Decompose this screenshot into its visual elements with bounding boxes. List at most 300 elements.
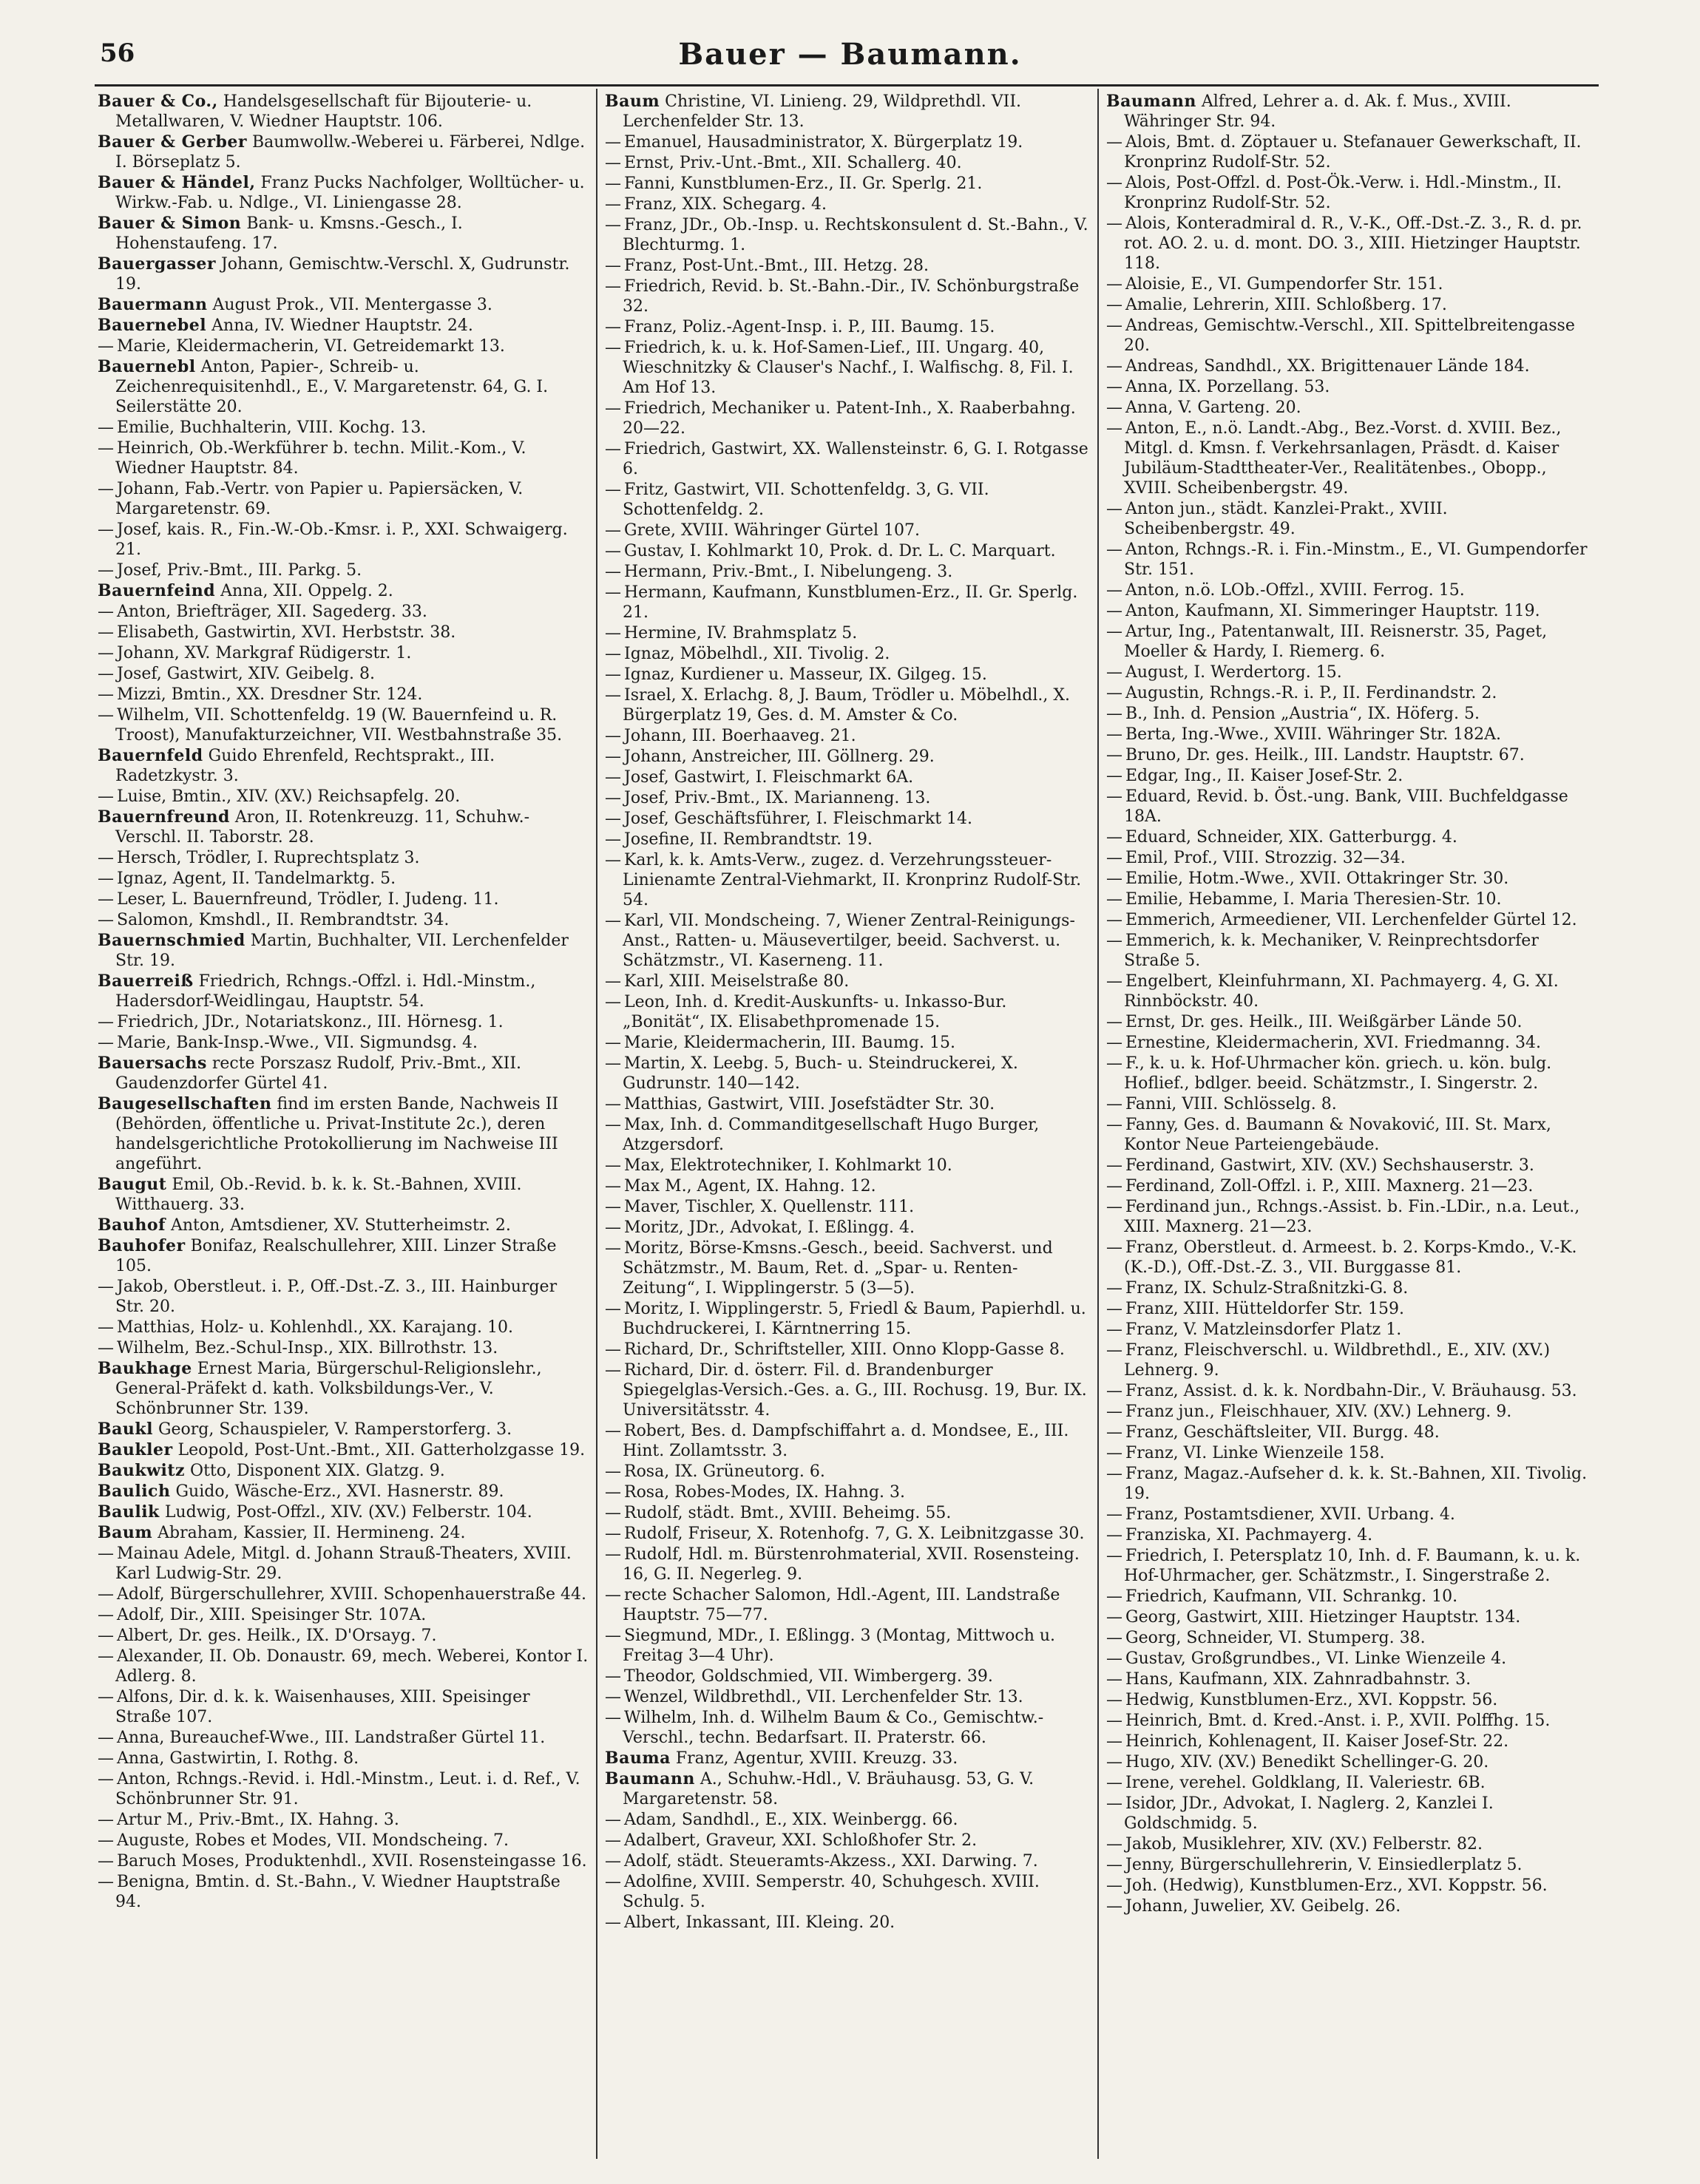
directory-entry (1106, 848, 1591, 868)
entry-text: Moritz, I. Wipplingerstr. 5, Friedl & Baum, Papierhdl. u. Buchdruckerei, I. Kärntnerring 15. (623, 1300, 1086, 1338)
directory-entry (98, 520, 589, 560)
entry-text: Alexander, II. Ob. Donaustr. 69, mech. Weberei, Kontor I. Adlerg. 8. (115, 1647, 589, 1686)
entry-text: Guido, Wäsche-Erz., XVI. Hasnerstr. 89. (175, 1482, 504, 1501)
entry-text: Hersch, Trödler, I. Ruprechtsplatz 3. (117, 849, 420, 867)
entry-dash: — (98, 644, 114, 662)
directory-entry (605, 1176, 1090, 1196)
entry-dash: — (605, 1218, 621, 1237)
entry-dash: — (1106, 705, 1122, 723)
entry-dash: — (605, 1586, 621, 1604)
directory-entry (98, 173, 589, 213)
entry-dash: — (1106, 1382, 1122, 1400)
entry-dash: — (605, 1462, 621, 1481)
entry-text: Heinrich, Kohlenagent, II. Kaiser Josef-Str. 22. (1125, 1732, 1509, 1751)
entry-text: Otto, Disponent XIX. Glatzg. 9. (190, 1462, 445, 1480)
directory-entry (605, 399, 1090, 438)
entry-text: Matthias, Gastwirt, VIII. Josefstädter Str. 30. (624, 1095, 995, 1113)
directory-entry (98, 479, 589, 519)
entry-dash: — (1106, 1300, 1122, 1318)
entry-text: Rudolf, städt. Bmt., XVIII. Beheimg. 55. (624, 1504, 952, 1522)
directory-entry (1106, 214, 1591, 274)
entry-text: Engelbert, Kleinfuhrmann, XI. Pachmayerg. 4, G. XI. Rinnböckstr. 40. (1124, 972, 1559, 1011)
entry-text: Max, Elektrotechniker, I. Kohlmarkt 10. (624, 1156, 952, 1175)
directory-entry (98, 971, 589, 1011)
entry-text: Friedrich, Kaufmann, VII. Schrankg. 10. (1125, 1587, 1458, 1606)
entry-dash: — (98, 1647, 114, 1666)
directory-entry (605, 911, 1090, 971)
entry-text: Alfred, Lehrer a. d. Ak. f. Mus., XVIII. Währinger Str. 94. (1124, 92, 1511, 131)
entry-surname: Baumann (605, 1769, 695, 1788)
entry-text: recte Porszasz Rudolf, Priv.-Bmt., XII. Gaudenzdorfer Gürtel 41. (115, 1054, 522, 1093)
directory-entry (1106, 1773, 1591, 1793)
column-middle (596, 89, 1097, 2159)
entry-text: Irene, verehel. Goldklang, II. Valeriestr. 6B. (1125, 1774, 1486, 1792)
entry-dash: — (605, 1054, 621, 1073)
entry-dash: — (1106, 1403, 1122, 1421)
entry-text: Alois, Post-Offzl. d. Post-Ök.-Verw. i. Hdl.-Minstm., II. Kronprinz Rudolf-Str. 52. (1124, 174, 1562, 212)
directory-entry (98, 1420, 589, 1439)
directory-entry (98, 1810, 589, 1830)
entry-dash: — (1106, 419, 1122, 438)
directory-entry (98, 336, 589, 356)
entry-dash: — (98, 603, 114, 621)
entry-surname: Baukhage (98, 1359, 192, 1378)
directory-entry (98, 685, 589, 705)
entry-dash: — (605, 440, 621, 458)
entry-dash: — (98, 869, 114, 888)
entry-text: Hugo, XIV. (XV.) Benedikt Schellinger-G. 20. (1125, 1753, 1489, 1771)
entry-text: find im ersten Bande, Nachweis II (Behörden, öffentliche u. Privat-Institute 2c.), deren handelsgerichtliche Protokollierung im Nachweise III angeführt. (115, 1095, 559, 1173)
directory-entry (98, 295, 589, 315)
entry-surname: Bauersachs (98, 1054, 207, 1073)
entry-dash: — (605, 1667, 621, 1686)
directory-entry (605, 623, 1090, 643)
directory-entry (1106, 540, 1591, 580)
entry-text: Ernest Maria, Bürgerschul-Religionslehr., General-Präfekt d. kath. Volksbildungs-Ver., V. Schönbrunner Str. 139. (115, 1360, 542, 1418)
directory-entry (1106, 1628, 1591, 1648)
entry-text: Anna, XII. Oppelg. 2. (220, 582, 393, 600)
directory-entry (98, 1523, 589, 1543)
directory-entry (605, 1054, 1090, 1093)
directory-entry (98, 92, 589, 132)
entry-text: Josef, Gastwirt, I. Fleischmarkt 6A. (624, 768, 914, 787)
entry-text: Rosa, Robes-Modes, IX. Hahng. 3. (624, 1483, 906, 1502)
entry-surname: Bauermann (98, 295, 208, 314)
entry-dash: — (98, 520, 114, 539)
entry-text: Benigna, Bmtin. d. St.-Bahn., V. Wiedner Hauptstraße 94. (115, 1873, 561, 1911)
entry-text: Franz, VI. Linke Wienzeile 158. (1125, 1444, 1385, 1462)
entry-text: Andreas, Sandhdl., XX. Brigittenauer Lände 184. (1125, 357, 1530, 376)
entry-text: Albert, Dr. ges. Heilk., IX. D'Orsayg. 7. (117, 1627, 437, 1645)
entry-text: Franz, Poliz.-Agent-Insp. i. P., III. Baumg. 15. (624, 318, 995, 336)
directory-entry (98, 1749, 589, 1768)
entry-text: Ernst, Priv.-Unt.-Bmt., XII. Schallerg. 40. (624, 154, 962, 172)
directory-entry (98, 1605, 589, 1625)
directory-entry (1106, 295, 1591, 315)
entry-text: Anton, E., n.ö. Landt.-Abg., Bez.-Vorst. d. XVIII. Bez., Mitgl. d. Kmsn. f. Verkehrsanlagen, Präsdt. d. Kaiser Jubiläum-Stadttheater-Ver., Realitätenbes., Obopp., XVIII. Scheibenbergstr. 49. (1124, 419, 1562, 498)
entry-text: Franz, JDr., Ob.-Insp. u. Rechtskonsulent d. St.-Bahn., V. Blechturmg. 1. (623, 216, 1088, 254)
entry-dash: — (1106, 1341, 1122, 1360)
directory-entry (605, 256, 1090, 276)
directory-entry (605, 1544, 1090, 1584)
entry-text: Christine, VI. Linieng. 29, Wildprethdl. VII. Lerchenfelder Str. 13. (623, 92, 1022, 131)
entry-dash: — (605, 399, 621, 418)
directory-entry (605, 480, 1090, 520)
entry-dash: — (1106, 1198, 1122, 1216)
entry-text: Franz, Oberstleut. d. Armeest. b. 2. Korps-Kmdo., V.-K. (K.-D.), Off.-Dst.-Z. 3., VII. Burggasse 81. (1124, 1238, 1577, 1277)
directory-entry (605, 194, 1090, 214)
entry-dash: — (605, 1340, 621, 1359)
entry-text: Siegmund, MDr., I. Eßlingg. 3 (Montag, Mittwoch u. Freitag 3—4 Uhr). (623, 1627, 1056, 1665)
entry-text: Franz, Postamtsdiener, XVII. Urbang. 4. (1125, 1505, 1455, 1524)
directory-entry (1106, 499, 1591, 539)
entry-dash: — (605, 851, 621, 869)
entry-text: Friedrich, JDr., Notariatskonz., III. Hörnesg. 1. (117, 1013, 504, 1031)
directory-entry (98, 132, 589, 172)
entry-dash: — (1106, 787, 1122, 806)
directory-entry (1106, 1156, 1591, 1176)
directory-entry (605, 317, 1090, 337)
directory-entry (605, 830, 1090, 849)
entry-dash: — (1106, 214, 1122, 233)
entry-text: Grete, XVIII. Währinger Gürtel 107. (624, 521, 921, 540)
entry-text: Leon, Inh. d. Kredit-Auskunfts- u. Inkasso-Bur. „Bonität“, IX. Elisabethpromenade 15. (623, 993, 1007, 1031)
entry-text: Jakob, Oberstleut. i. P., Off.-Dst.-Z. 3., III. Hainburger Str. 20. (115, 1278, 558, 1316)
entry-text: Moritz, JDr., Advokat, I. Eßlingg. 4. (624, 1218, 915, 1237)
directory-entry (605, 583, 1090, 623)
entry-dash: — (605, 1198, 621, 1216)
directory-entry (605, 1462, 1090, 1482)
entry-dash: — (605, 277, 621, 296)
entry-dash: — (605, 789, 621, 807)
entry-text: Franz, XIX. Schegarg. 4. (624, 195, 827, 214)
directory-entry (98, 1094, 589, 1174)
entry-text: Anton, Briefträger, XII. Sagederg. 33. (117, 603, 427, 621)
directory-entry (1106, 1278, 1591, 1298)
directory-entry (98, 560, 589, 580)
directory-entry (605, 132, 1090, 152)
entry-text: Adolfine, XVIII. Semperstr. 40, Schuhgesch. XVIII. Schulg. 5. (623, 1873, 1040, 1911)
directory-entry (98, 1851, 589, 1871)
entry-dash: — (98, 1770, 114, 1788)
entry-surname: Bauhofer (98, 1236, 186, 1255)
entry-text: Heinrich, Ob.-Werkführer b. techn. Milit.-Kom., V. Wiedner Hauptstr. 84. (115, 439, 526, 478)
directory-entry (1106, 1033, 1591, 1053)
entry-text: Anton jun., städt. Kanzlei-Prakt., XVIII. Scheibenbergstr. 49. (1124, 500, 1448, 538)
entry-text: Anna, Gastwirtin, I. Rothg. 8. (117, 1749, 359, 1768)
entry-text: Friedrich, I. Petersplatz 10, Inh. d. F. Baumann, k. u. k. Hof-Uhrmacher, ger. Schätzmstr., I. Singerstraße 2. (1124, 1547, 1581, 1585)
directory-entry (1106, 725, 1591, 745)
directory-entry (98, 1440, 589, 1460)
directory-entry (98, 254, 589, 294)
entry-text: Guido Ehrenfeld, Rechtsprakt., III. Radetzkystr. 3. (115, 747, 495, 785)
entry-text: Franz, Geschäftsleiter, VII. Burgg. 48. (1125, 1423, 1440, 1442)
directory-entry (605, 1626, 1090, 1666)
directory-entry (1106, 1834, 1591, 1854)
entry-text: Josefine, II. Rembrandtstr. 19. (624, 830, 873, 849)
entry-text: Aloisie, E., VI. Gumpendorfer Str. 151. (1125, 275, 1443, 294)
entry-text: Eduard, Revid. b. Öst.-ung. Bank, VIII. Buchfeldgasse 18A. (1124, 787, 1568, 826)
entry-text: Robert, Bes. d. Dampfschiffahrt a. d. Mondsee, E., III. Hint. Zollamtsstr. 3. (623, 1422, 1069, 1460)
entry-text: Berta, Ing.-Wwe., XVIII. Währinger Str. 182A. (1125, 725, 1502, 744)
entry-dash: — (1106, 1794, 1122, 1813)
entry-dash: — (605, 154, 621, 172)
entry-dash: — (1106, 1054, 1122, 1073)
directory-entry (1106, 827, 1591, 847)
entry-dash: — (605, 339, 621, 357)
directory-entry (605, 767, 1090, 787)
entry-text: Franz, Magaz.-Aufseher d. k. k. St.-Bahnen, XII. Tivolig. 19. (1124, 1465, 1588, 1503)
entry-surname: Bauernfeld (98, 746, 203, 765)
directory-entry (98, 1647, 589, 1686)
directory-entry (605, 277, 1090, 316)
directory-entry (98, 1175, 589, 1215)
directory-entry (605, 1033, 1090, 1053)
entry-text: Salomon, Kmshdl., II. Rembrandtstr. 34. (117, 911, 450, 929)
directory-entry (1106, 1402, 1591, 1422)
directory-entry (605, 1666, 1090, 1686)
entry-dash: — (605, 216, 621, 234)
entry-dash: — (605, 768, 621, 787)
entry-text: Gustav, I. Kohlmarkt 10, Prok. d. Dr. L. C. Marquart. (624, 542, 1056, 560)
entry-text: Friedrich, k. u. k. Hof-Samen-Lief., III. Ungarg. 40, Wieschnitzky & Clauser's Nachf., I. Walfischg. 8, Fil. I. Am Hof 13. (623, 339, 1074, 397)
directory-entry (605, 1421, 1090, 1461)
entry-dash: — (1106, 932, 1122, 950)
entry-text: Heinrich, Bmt. d. Kred.-Anst. i. P., XVII. Polffhg. 15. (1125, 1712, 1551, 1730)
directory-entry (1106, 745, 1591, 765)
entry-text: Leopold, Post-Unt.-Bmt., XII. Gatterholzgasse 19. (177, 1441, 586, 1459)
entry-surname: Baugut (98, 1175, 167, 1194)
directory-entry (98, 1236, 589, 1276)
entry-dash: — (1106, 1465, 1122, 1483)
entry-dash: — (1106, 1712, 1122, 1730)
entry-text: Anton, n.ö. LOb.-Offzl., XVIII. Ferrog. 15. (1125, 581, 1465, 600)
entry-text: Fritz, Gastwirt, VII. Schottenfeldg. 3, G. VII. Schottenfeldg. 2. (623, 481, 989, 519)
entry-text: Max, Inh. d. Commanditgesellschaft Hugo Burger, Atzgersdorf. (623, 1116, 1040, 1154)
directory-entry (1106, 1711, 1591, 1731)
entry-text: Emmerich, k. k. Mechaniker, V. Reinprechtsdorfer Straße 5. (1124, 932, 1539, 970)
entry-text: Hans, Kaufmann, XIX. Zahnradbahnstr. 3. (1125, 1670, 1472, 1689)
entry-dash: — (605, 727, 621, 745)
entry-text: Karl, k. k. Amts-Verw., zugez. d. Verzehrungssteuer-Linienamte Zentral-Viehmarkt, II. Kronprinz Rudolf-Str. 54. (623, 851, 1082, 909)
entry-dash: — (98, 706, 114, 725)
entry-text: Albert, Inkassant, III. Kleing. 20. (624, 1913, 895, 1932)
directory-entry (1106, 662, 1591, 682)
directory-entry (605, 809, 1090, 829)
directory-entry (98, 1277, 589, 1317)
entry-text: Hermine, IV. Brahmsplatz 5. (624, 624, 858, 642)
directory-entry (605, 1913, 1090, 1933)
entry-dash: — (605, 318, 621, 336)
page-title: Bauer — Baumann. (678, 37, 1022, 72)
entry-text: Josef, Priv.-Bmt., III. Parkg. 5. (117, 561, 362, 580)
directory-entry (98, 1012, 589, 1032)
entry-text: Emil, Prof., VIII. Strozzig. 32—34. (1125, 849, 1406, 867)
directory-entry (605, 1810, 1090, 1830)
entry-dash: — (605, 542, 621, 560)
entry-surname: Bauernschmied (98, 931, 245, 950)
entry-dash: — (1106, 500, 1122, 518)
entry-text: Anton, Kaufmann, XI. Simmeringer Hauptstr. 119. (1125, 602, 1540, 620)
directory-entry (605, 726, 1090, 746)
entry-surname: Baum (98, 1523, 153, 1542)
entry-text: Johann, Fab.-Vertr. von Papier u. Papiersäcken, V. Margaretenstr. 69. (115, 480, 524, 518)
entry-text: Jakob, Musiklehrer, XIV. (XV.) Felberstr. 82. (1125, 1835, 1483, 1854)
entry-text: Hermann, Priv.-Bmt., I. Nibelungeng. 3. (624, 563, 953, 581)
entry-text: Bank- u. Kmsns.-Gesch., I. Hohenstaufeng. 17. (115, 214, 463, 253)
entry-dash: — (98, 1749, 114, 1768)
entry-surname: Bauerreiß (98, 971, 194, 991)
directory-entry (98, 357, 589, 417)
entry-dash: — (1106, 1608, 1122, 1627)
directory-entry (98, 623, 589, 642)
entry-dash: — (1106, 1547, 1122, 1565)
entry-dash: — (1106, 1238, 1122, 1257)
entry-text: Friedrich, Rchngs.-Offzl. i. Hdl.-Minstm., Hadersdorf-Weidlingau, Hauptstr. 54. (115, 972, 536, 1011)
entry-text: Anna, V. Garteng. 20. (1125, 399, 1301, 417)
entry-dash: — (98, 439, 114, 458)
directory-entry (605, 562, 1090, 582)
entry-text: Emmerich, Armeediener, VII. Lerchenfelder Gürtel 12. (1125, 911, 1577, 929)
directory-entry (1106, 92, 1591, 132)
directory-entry (605, 1156, 1090, 1176)
directory-entry (1106, 1876, 1591, 1896)
entry-dash: — (1106, 1423, 1122, 1442)
directory-entry (1106, 132, 1591, 172)
entry-dash: — (1106, 581, 1122, 600)
entry-text: Theodor, Goldschmied, VII. Wimbergerg. 39. (624, 1667, 993, 1686)
directory-entry (605, 1197, 1090, 1217)
entry-text: Josef, Priv.-Bmt., IX. Marianneng. 13. (624, 789, 931, 807)
entry-dash: — (605, 1483, 621, 1502)
entry-dash: — (1106, 378, 1122, 396)
directory-entry (605, 971, 1090, 991)
entry-text: Richard, Dir. d. österr. Fil. d. Brandenburger Spiegelglas-Versich.-Ges. a. G., III. Rochusg. 19, Bur. IX. Universitätsstr. 4. (623, 1361, 1087, 1420)
entry-text: Artur M., Priv.-Bmt., IX. Hahng. 3. (117, 1811, 399, 1829)
directory-entry (1106, 787, 1591, 827)
entry-text: Josef, kais. R., Fin.-W.-Ob.-Kmsr. i. P., XXI. Schwaigerg. 21. (115, 520, 568, 559)
directory-entry (1106, 1752, 1591, 1772)
entry-text: Marie, Kleidermacherin, III. Baumg. 15. (624, 1034, 955, 1052)
directory-entry (1106, 601, 1591, 621)
entry-surname: Bauer & Händel, (98, 173, 256, 192)
directory-entry (1106, 869, 1591, 889)
entry-dash: — (605, 624, 621, 642)
directory-entry (1106, 1054, 1591, 1093)
entry-dash: — (1106, 767, 1122, 785)
entry-dash: — (1106, 911, 1122, 929)
entry-dash: — (605, 1831, 621, 1850)
entry-dash: — (605, 1361, 621, 1380)
entry-text: Rudolf, Friseur, X. Rotenhofg. 7, G. X. Leibnitzgasse 30. (624, 1525, 1085, 1543)
directory-entry (605, 153, 1090, 173)
entry-surname: Bauernebl (98, 357, 196, 376)
header-rule (95, 84, 1599, 87)
directory-entry (1106, 377, 1591, 397)
entry-text: Franziska, XI. Pachmayerg. 4. (1125, 1526, 1373, 1544)
entry-text: Karl, XIII. Meiselstraße 80. (624, 972, 850, 991)
entry-text: Johann, Juwelier, XV. Geibelg. 26. (1125, 1897, 1401, 1916)
entry-dash: — (1106, 1156, 1122, 1175)
directory-entry (98, 1502, 589, 1522)
entry-text: Karl, VII. Mondscheing. 7, Wiener Zentral-Reinigungs-Anst., Ratten- u. Mäusevertilger, beeid. Sachverst. u. Schätzmstr., VI. Kaserneng. 11. (623, 912, 1075, 970)
entry-text: Gustav, Großgrundbes., VI. Linke Wienzeile 4. (1125, 1649, 1507, 1668)
entry-dash: — (605, 1545, 621, 1564)
entry-text: Israel, X. Erlachg. 8, J. Baum, Trödler u. Möbelhdl., X. Bürgerplatz 19, Ges. d. M. Amster & Co. (623, 686, 1071, 725)
entry-text: Fanni, Kunstblumen-Erz., II. Gr. Sperlg. 21. (624, 174, 983, 193)
entry-dash: — (1106, 684, 1122, 702)
directory-entry (1106, 1115, 1591, 1155)
directory-entry (98, 1728, 589, 1748)
entry-dash: — (1106, 1587, 1122, 1606)
entry-dash: — (98, 1688, 114, 1706)
directory-entry (98, 1544, 589, 1584)
directory-entry (1106, 931, 1591, 971)
entry-text: Rosa, IX. Grüneutorg. 6. (624, 1462, 825, 1481)
entry-dash: — (98, 1339, 114, 1357)
entry-dash: — (98, 337, 114, 356)
entry-text: Anna, Bureauchef-Wwe., III. Landstraßer Gürtel 11. (117, 1729, 546, 1747)
directory-entry (1106, 173, 1591, 213)
entry-surname: Bauer & Gerber (98, 132, 247, 152)
page-number: 56 (100, 38, 135, 68)
entry-dash: — (605, 810, 621, 828)
directory-entry (605, 665, 1090, 685)
entry-text: Bruno, Dr. ges. Heilk., III. Landstr. Hauptstr. 67. (1125, 746, 1525, 764)
entry-dash: — (605, 1300, 621, 1318)
directory-entry (1106, 889, 1591, 909)
directory-entry (98, 1359, 589, 1419)
entry-dash: — (1106, 1774, 1122, 1792)
entry-dash: — (605, 645, 621, 663)
directory-entry (1106, 1381, 1591, 1401)
directory-entry (1106, 356, 1591, 376)
entry-dash: — (1106, 890, 1122, 909)
entry-dash: — (98, 665, 114, 683)
entry-dash: — (1106, 316, 1122, 335)
entry-text: Baruch Moses, Produktenhdl., XVII. Rosensteingasse 16. (117, 1852, 587, 1871)
entry-text: Ferdinand jun., Rchngs.-Assist. b. Fin.-LDir., n.a. Leut., XIII. Maxnerg. 21—23. (1124, 1198, 1580, 1236)
directory-entry (605, 644, 1090, 664)
directory-entry (1106, 1649, 1591, 1669)
entry-dash: — (605, 912, 621, 930)
directory-entry (1106, 418, 1591, 498)
entry-dash: — (98, 1585, 114, 1604)
directory-entry (605, 1872, 1090, 1912)
directory-entry (1106, 704, 1591, 724)
entry-text: Isidor, JDr., Advokat, I. Naglerg. 2, Kanzlei I. Goldschmidg. 5. (1124, 1794, 1494, 1833)
directory-entry (98, 1317, 589, 1337)
entry-dash: — (98, 911, 114, 929)
entry-text: Anton, Rchngs.-Revid. i. Hdl.-Minstm., Leut. i. d. Ref., V. Schönbrunner Str. 91. (115, 1770, 580, 1808)
directory-entry (605, 174, 1090, 194)
entry-text: Georg, Gastwirt, XIII. Hietzinger Hauptstr. 134. (1125, 1608, 1521, 1627)
entry-dash: — (1106, 1732, 1122, 1751)
entry-surname: Bauhof (98, 1215, 166, 1235)
entry-text: Hedwig, Kunstblumen-Erz., XVI. Koppstr. 56. (1125, 1691, 1498, 1709)
entry-dash: — (1106, 1444, 1122, 1462)
entry-dash: — (98, 1013, 114, 1031)
entry-dash: — (605, 133, 621, 152)
entry-dash: — (1106, 1279, 1122, 1298)
entry-text: Maver, Tischler, X. Quellenstr. 111. (624, 1198, 915, 1216)
directory-entry (605, 215, 1090, 255)
directory-entry (1106, 1896, 1591, 1916)
entry-dash: — (1106, 1670, 1122, 1689)
entry-dash: — (98, 849, 114, 867)
entry-dash: — (605, 563, 621, 581)
entry-text: Adolf, städt. Steueramts-Akzess., XXI. Darwing. 7. (624, 1852, 1038, 1871)
